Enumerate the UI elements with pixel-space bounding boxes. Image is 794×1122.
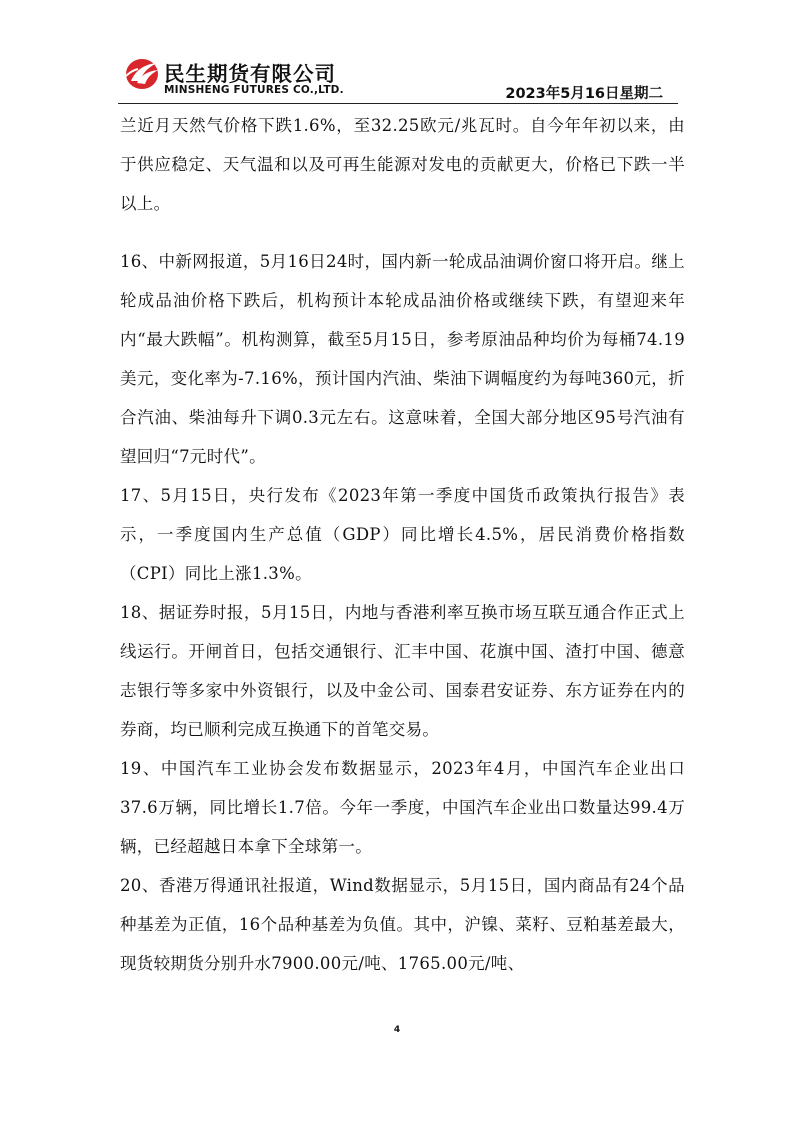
header-divider <box>118 103 678 104</box>
news-item-20: 20、香港万得通讯社报道，Wind数据显示，5月15日，国内商品有24个品种基差为正值，16个品种基差为负值。其中，沪镍、菜籽、豆粕基差最大，现货较期货分别升水7900.00元/吨、1765.00元/吨、 <box>120 876 685 973</box>
company-name-en: MINSHENG FUTURES CO.,LTD. <box>164 84 344 96</box>
news-item-17: 17、5月15日，央行发布《2023年第一季度中国货币政策执行报告》表示，一季度国内生产总值（GDP）同比增长4.5%，居民消费价格指数（CPI）同比上涨1.3%。 <box>120 486 685 583</box>
company-name-cn: 民生期货有限公司 <box>164 62 336 86</box>
minsheng-logo-icon <box>124 54 162 94</box>
page-number: 4 <box>393 1025 401 1035</box>
news-item-19: 19、中国汽车工业协会发布数据显示，2023年4月，中国汽车企业出口37.6万辆，同比增长1.7倍。今年一季度，中国汽车企业出口数量达99.4万辆，已经超越日本拿下全球第一。 <box>120 759 685 856</box>
article-body <box>120 106 685 983</box>
report-date: 2023年5月16日星期二 <box>505 86 663 102</box>
company-logo <box>124 54 364 104</box>
paragraph-continuation: 兰近月天然气价格下跌1.6%，至32.25欧元/兆瓦时。自今年年初以来，由于供应稳定、天气温和以及可再生能源对发电的贡献更大，价格已下跌一半以上。 <box>120 116 685 213</box>
news-item-18: 18、据证券时报，5月15日，内地与香港利率互换市场互联互通合作正式上线运行。开闸首日，包括交通银行、汇丰中国、花旗中国、渣打中国、德意志银行等多家中外资银行，以及中金公司、国泰君安证券、东方证券在内的券商，均已顺利完成互换通下的首笔交易。 <box>120 603 685 739</box>
news-item-16: 16、中新网报道，5月16日24时，国内新一轮成品油调价窗口将开启。继上轮成品油价格下跌后，机构预计本轮成品油价格或继续下跌，有望迎来年内“最大跌幅”。机构测算，截至5月15日，参考原油品种均价为每桶74.19美元，变化率为-7.16%，预计国内汽油、柴油下调幅度约为每吨360元，折合汽油、柴油每升下调0.3元左右。这意味着，全国大部分地区95号汽油有望回归“7元时代”。 <box>120 252 685 466</box>
page-header <box>0 0 794 106</box>
paragraph-gap <box>120 223 685 242</box>
